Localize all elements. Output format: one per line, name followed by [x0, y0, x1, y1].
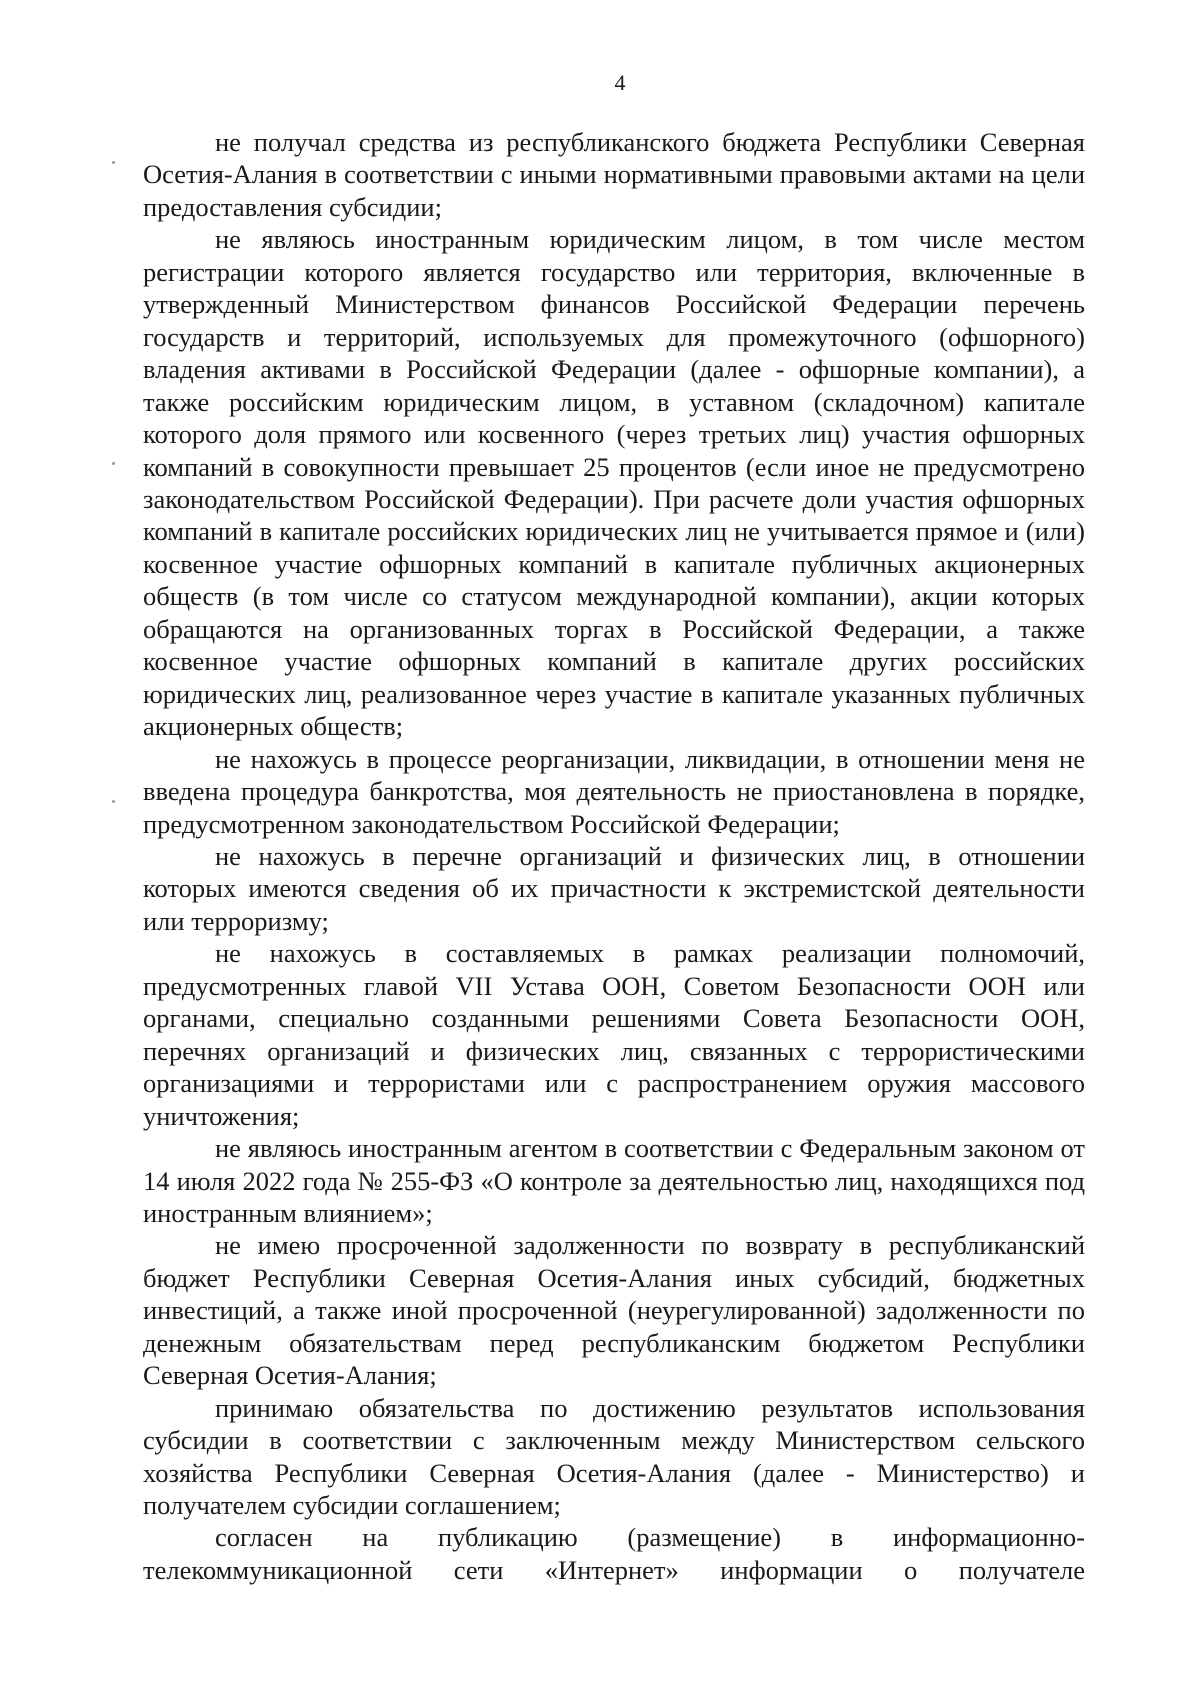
- paragraph-foreign-agent: не являюсь иностранным агентом в соответствии с Федеральным законом от 14 июля 2022 года № 255-ФЗ «О контроле за деятельностью лиц, находящихся под иностранным влиянием»;: [143, 1133, 1085, 1228]
- paragraph-un-sanctions: не нахожусь в составляемых в рамках реализации полномочий, предусмотренных главой VII Устава ООН, Советом Безопасности ООН или органами, специально созданными решениями Совета Безопасности ООН, перечнях организаций и физических лиц, связанных с террористическими организациями и террористами или с распространением оружия массового уничтожения;: [143, 938, 1085, 1131]
- paragraph-obligations: принимаю обязательства по достижению результатов использования субсидии в соответствии с заключенным между Министерством сельского хозяйства Республики Северная Осетия-Алания (далее - Министерство) и получателем субсидии соглашением;: [143, 1392, 1085, 1521]
- paragraph-publication-consent: согласен на публикацию (размещение) в информационно-телекоммуникационной сети «Интернет» информации о получателе: [143, 1522, 1085, 1585]
- paragraph-extremism-list: не нахожусь в перечне организаций и физических лиц, в отношении которых имеются сведения об их причастности к экстремистской деятельности или терроризму;: [143, 840, 1085, 936]
- paragraph-offshore-funds: не получал средства из республиканского бюджета Республики Северная Осетия-Алания в соответствии с иными нормативными правовыми актами на цели предоставления субсидии;: [143, 127, 1085, 222]
- paragraph-reorganization: не нахожусь в процессе реорганизации, ликвидации, в отношении меня не введена процедура банкротства, моя деятельность не приостановлена в порядке, предусмотренном законодательством Российской Федерации;: [143, 743, 1085, 839]
- document-body: [143, 126, 1085, 1586]
- scan-speck: [112, 800, 115, 803]
- paragraph-debt: не имею просроченной задолженности по возврату в республиканский бюджет Республики Северная Осетия-Алания иных субсидий, бюджетных инвестиций, а также иной просроченной (неурегулированной) задолженности по денежным обязательствам перед республиканским бюджетом Республики Северная Осетия-Алания;: [143, 1230, 1085, 1391]
- scan-speck: [112, 462, 115, 465]
- paragraph-foreign-entity: не являюсь иностранным юридическим лицом, в том числе местом регистрации которого является государство или территория, включенные в утвержденный Министерством финансов Российской Федерации перечень государств и территорий, используемых для промежуточного (офшорного) владения активами в Российской Федерации (далее - офшорные компании), а также российским юридическим лицом, в уставном (складочном) капитале которого доля прямого или косвенного (через третьих лиц) участия офшорных компаний в совокупности превышает 25 процентов (если иное не предусмотрено законодательством Российской Федерации). При расчете доли участия офшорных компаний в капитале российских юридических лиц не учитывается прямое и (или) косвенное участие офшорных компаний в капитале публичных акционерных обществ (в том числе со статусом международной компании), акции которых обращаются на организованных торгах в Российской Федерации, а также косвенное участие офшорных компаний в капитале других российских юридических лиц, реализованное через участие в капитале указанных публичных акционерных обществ;: [143, 224, 1085, 742]
- page-number: 4: [614, 70, 626, 95]
- scan-speck: [112, 161, 115, 164]
